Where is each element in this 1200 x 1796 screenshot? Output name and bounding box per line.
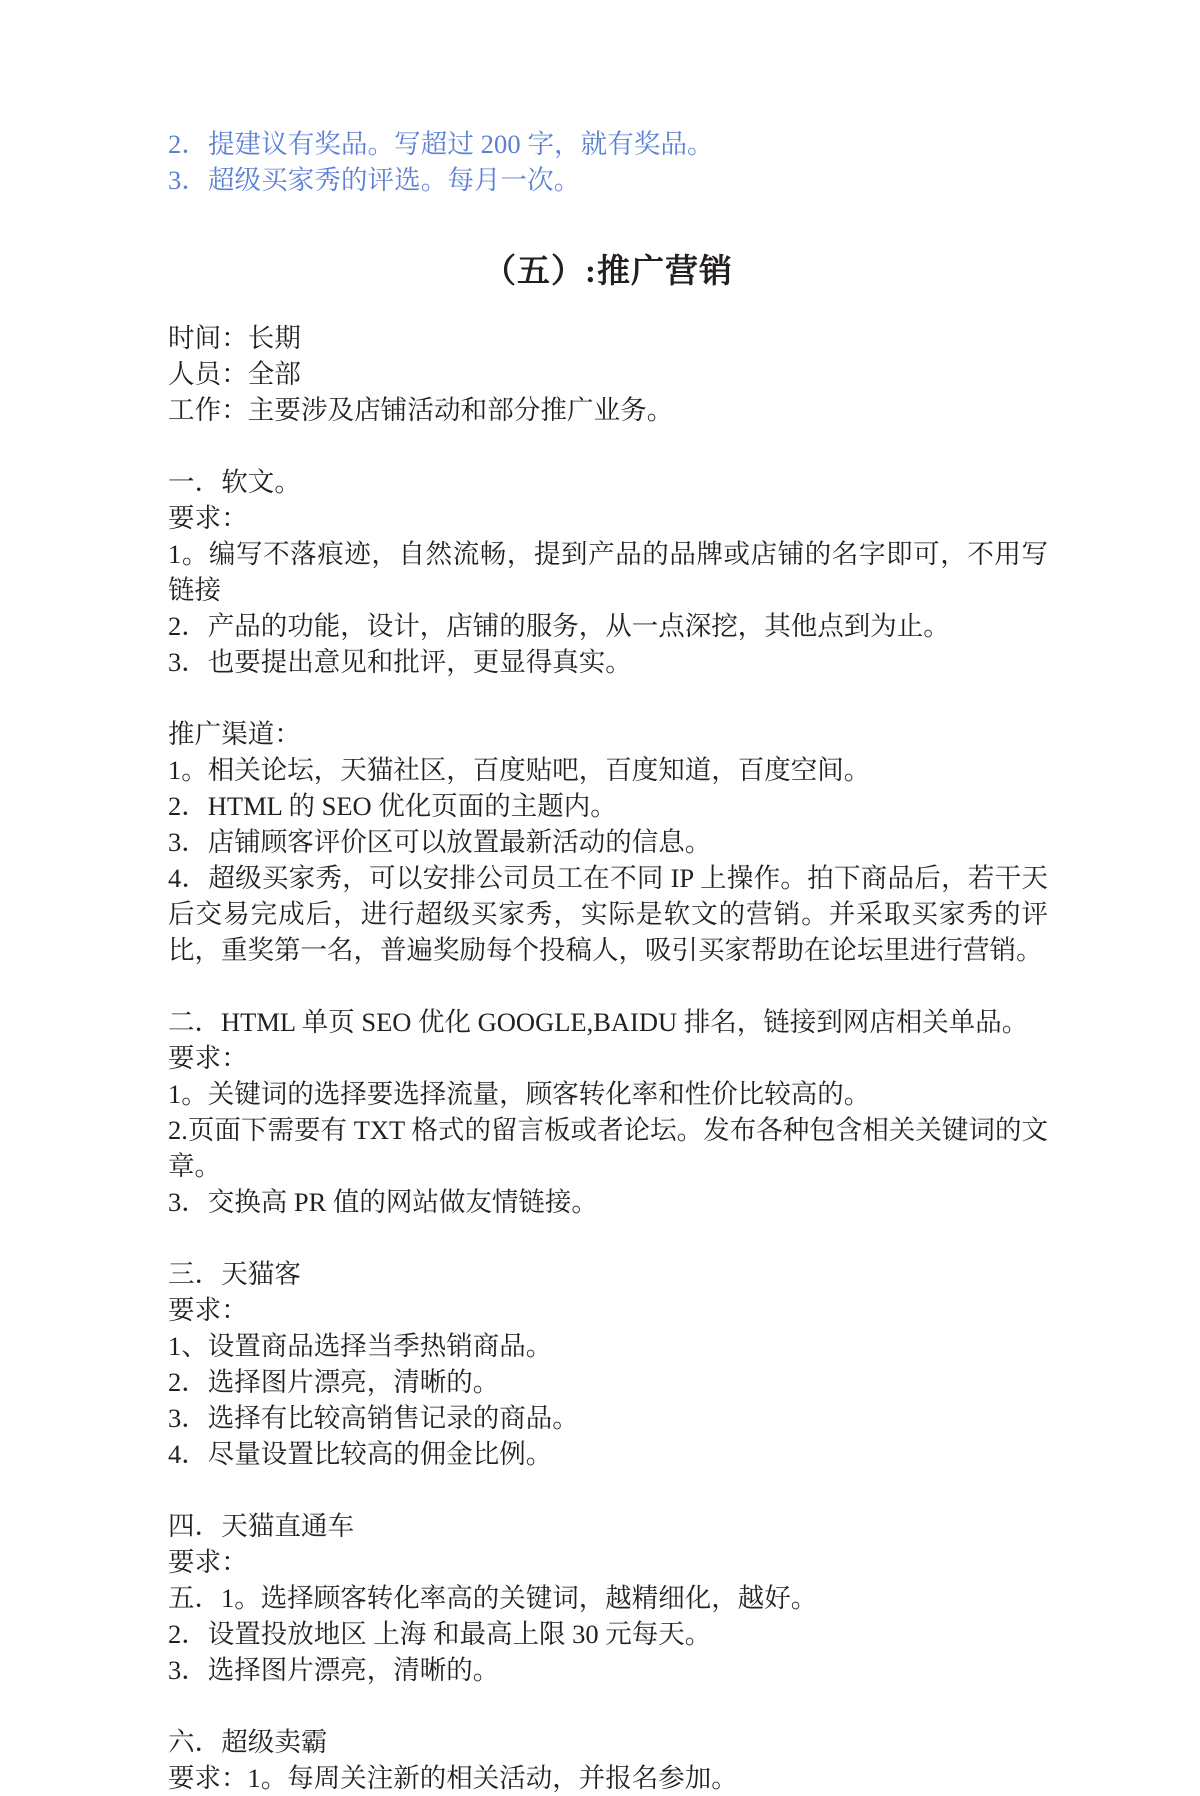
section-six	[168, 1724, 1048, 1796]
section-item: 2．HTML 的 SEO 优化页面的主题内。	[168, 791, 617, 821]
spacer	[168, 1220, 1048, 1256]
section-title: 六．超级卖霸	[168, 1727, 328, 1757]
section-item: 2．产品的功能，设计，店铺的服务，从一点深挖，其他点到为止。	[168, 611, 950, 641]
section-subtitle: 要求：	[168, 1547, 248, 1577]
section-one	[168, 464, 1048, 680]
section-item: 2．选择图片漂亮，清晰的。	[168, 1367, 500, 1397]
top-note-line: 3．超级买家秀的评选。每月一次。	[168, 165, 581, 195]
spacer	[168, 1688, 1048, 1724]
section-item: 2．设置投放地区 上海 和最高上限 30 元每天。	[168, 1619, 712, 1649]
section-item: 3．也要提出意见和批评，更显得真实。	[168, 647, 632, 677]
section-title: 推广渠道：	[168, 719, 301, 749]
spacer	[168, 968, 1048, 1004]
section-subtitle: 要求：	[168, 1043, 248, 1073]
section-subtitle: 要求：	[168, 503, 248, 533]
meta-line-people: 人员：全部	[168, 359, 301, 389]
section-item: 1。相关论坛，天猫社区，百度贴吧，百度知道，百度空间。	[168, 755, 871, 785]
page-title: （五）:推广营销	[483, 254, 733, 290]
spacer	[168, 1472, 1048, 1508]
section-title: 三．天猫客	[168, 1259, 301, 1289]
section-title: 一．软文。	[168, 467, 301, 497]
section-four	[168, 1508, 1048, 1688]
section-two	[168, 1004, 1048, 1220]
spacer	[168, 680, 1048, 716]
section-item: 3．选择图片漂亮，清晰的。	[168, 1655, 500, 1685]
section-item: 3．选择有比较高销售记录的商品。	[168, 1403, 579, 1433]
document-content	[168, 126, 1048, 1796]
section-three	[168, 1256, 1048, 1472]
section-item: 3．交换高 PR 值的网站做友情链接。	[168, 1187, 598, 1217]
section-item: 4．尽量设置比较高的佣金比例。	[168, 1439, 553, 1469]
section-title: 二．HTML 单页 SEO 优化 GOOGLE,BAIDU 排名，链接到网店相关单品。	[168, 1007, 1029, 1037]
section-item: 2.页面下需要有 TXT 格式的留言板或者论坛。发布各种包含相关关键词的文章。	[168, 1115, 1048, 1181]
section-item: 五．1。选择顾客转化率高的关键词，越精细化，越好。	[168, 1583, 818, 1613]
section-item: 1。编写不落痕迹，自然流畅，提到产品的品牌或店铺的名字即可，不用写链接	[168, 539, 1048, 605]
section-subtitle: 要求：	[168, 1295, 248, 1325]
top-note-line: 2．提建议有奖品。写超过 200 字，就有奖品。	[168, 129, 714, 159]
section-channels	[168, 716, 1048, 968]
meta-line-work: 工作：主要涉及店铺活动和部分推广业务。	[168, 395, 674, 425]
section-item: 要求：1。每周关注新的相关活动，并报名参加。	[168, 1763, 738, 1793]
section-item: 1。关键词的选择要选择流量，顾客转化率和性价比较高的。	[168, 1079, 871, 1109]
section-item: 4．超级买家秀，可以安排公司员工在不同 IP 上操作。拍下商品后，若干天后交易完成后，进行超级买家秀，实际是软文的营销。并采取买家秀的评比，重奖第一名，普遍奖励每个投稿人，吸引买家帮助在论坛里进行营销。	[168, 863, 1048, 965]
spacer	[168, 428, 1048, 464]
section-title: 四．天猫直通车	[168, 1511, 355, 1541]
section-item: 3．店铺顾客评价区可以放置最新活动的信息。	[168, 827, 712, 857]
meta-line-time: 时间：长期	[168, 323, 301, 353]
section-item: 1、设置商品选择当季热销商品。	[168, 1331, 553, 1361]
